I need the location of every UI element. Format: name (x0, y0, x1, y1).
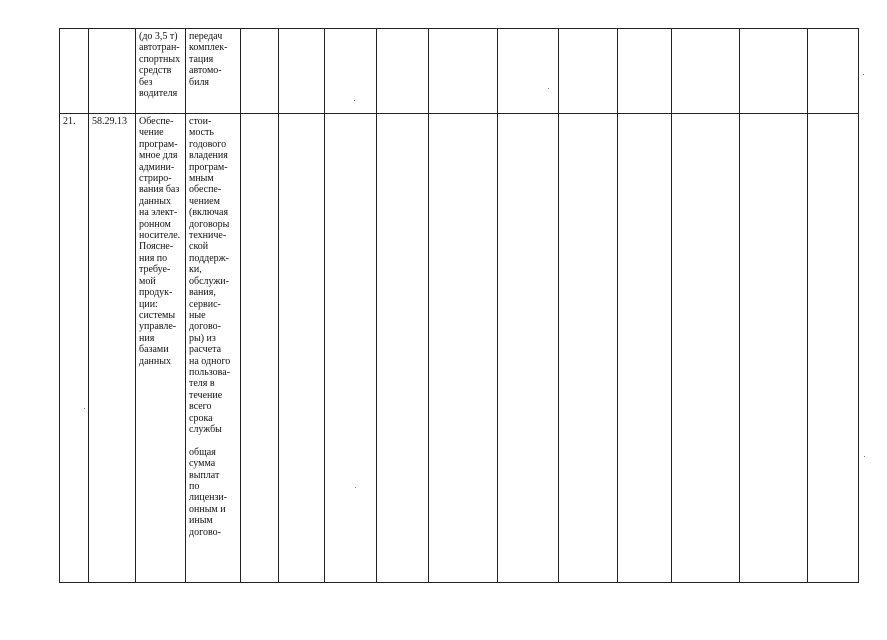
empty-cell (377, 114, 429, 583)
row-number-cell: 21. (60, 114, 89, 583)
table-row-21 (60, 114, 859, 583)
empty-cell (618, 114, 672, 583)
characteristic-cell: передач комплек- тация автомо- биля (186, 29, 241, 114)
empty-cell (377, 29, 429, 114)
product-name-cell: Обеспе- чение програм- мное для админи- стриро- вания баз данных на элект- ронном носителе. Поясне- ния по требуе- мой продук- ции: системы управле- ния базами данных (136, 114, 186, 583)
scan-speck (355, 487, 356, 488)
empty-cell (325, 114, 377, 583)
empty-cell (559, 29, 618, 114)
requirements-table (59, 28, 859, 583)
scan-speck (84, 408, 85, 409)
empty-cell (241, 29, 279, 114)
product-name-cell: (до 3,5 т) автотран- спортных средств без водителя (136, 29, 186, 114)
empty-cell (325, 29, 377, 114)
table-row-continuation (60, 29, 859, 114)
scan-speck (354, 100, 355, 101)
empty-cell (498, 114, 559, 583)
empty-cell (808, 114, 859, 583)
empty-cell (279, 29, 325, 114)
empty-cell (740, 114, 808, 583)
okpd-code-cell: 58.29.13 (89, 114, 136, 583)
scan-speck (863, 74, 864, 75)
row-number-cell (60, 29, 89, 114)
okpd-code-cell (89, 29, 136, 114)
empty-cell (672, 114, 740, 583)
empty-cell (241, 114, 279, 583)
empty-cell (498, 29, 559, 114)
empty-cell (618, 29, 672, 114)
empty-cell (559, 114, 618, 583)
empty-cell (279, 114, 325, 583)
empty-cell (429, 29, 498, 114)
scan-speck (548, 88, 549, 89)
empty-cell (429, 114, 498, 583)
empty-cell (740, 29, 808, 114)
empty-cell (808, 29, 859, 114)
scan-speck (864, 456, 865, 457)
empty-cell (672, 29, 740, 114)
characteristic-cell: стои- мость годового владения програм- мным обеспе- чением (включая договоры техниче- ской поддерж- ки, обслужи- вания, сервис- ные догово- ры) из расчета на одного пользова- теля в течение всего срока службы общая сумма выплат по лицензи- онным и иным догово- (186, 114, 241, 583)
